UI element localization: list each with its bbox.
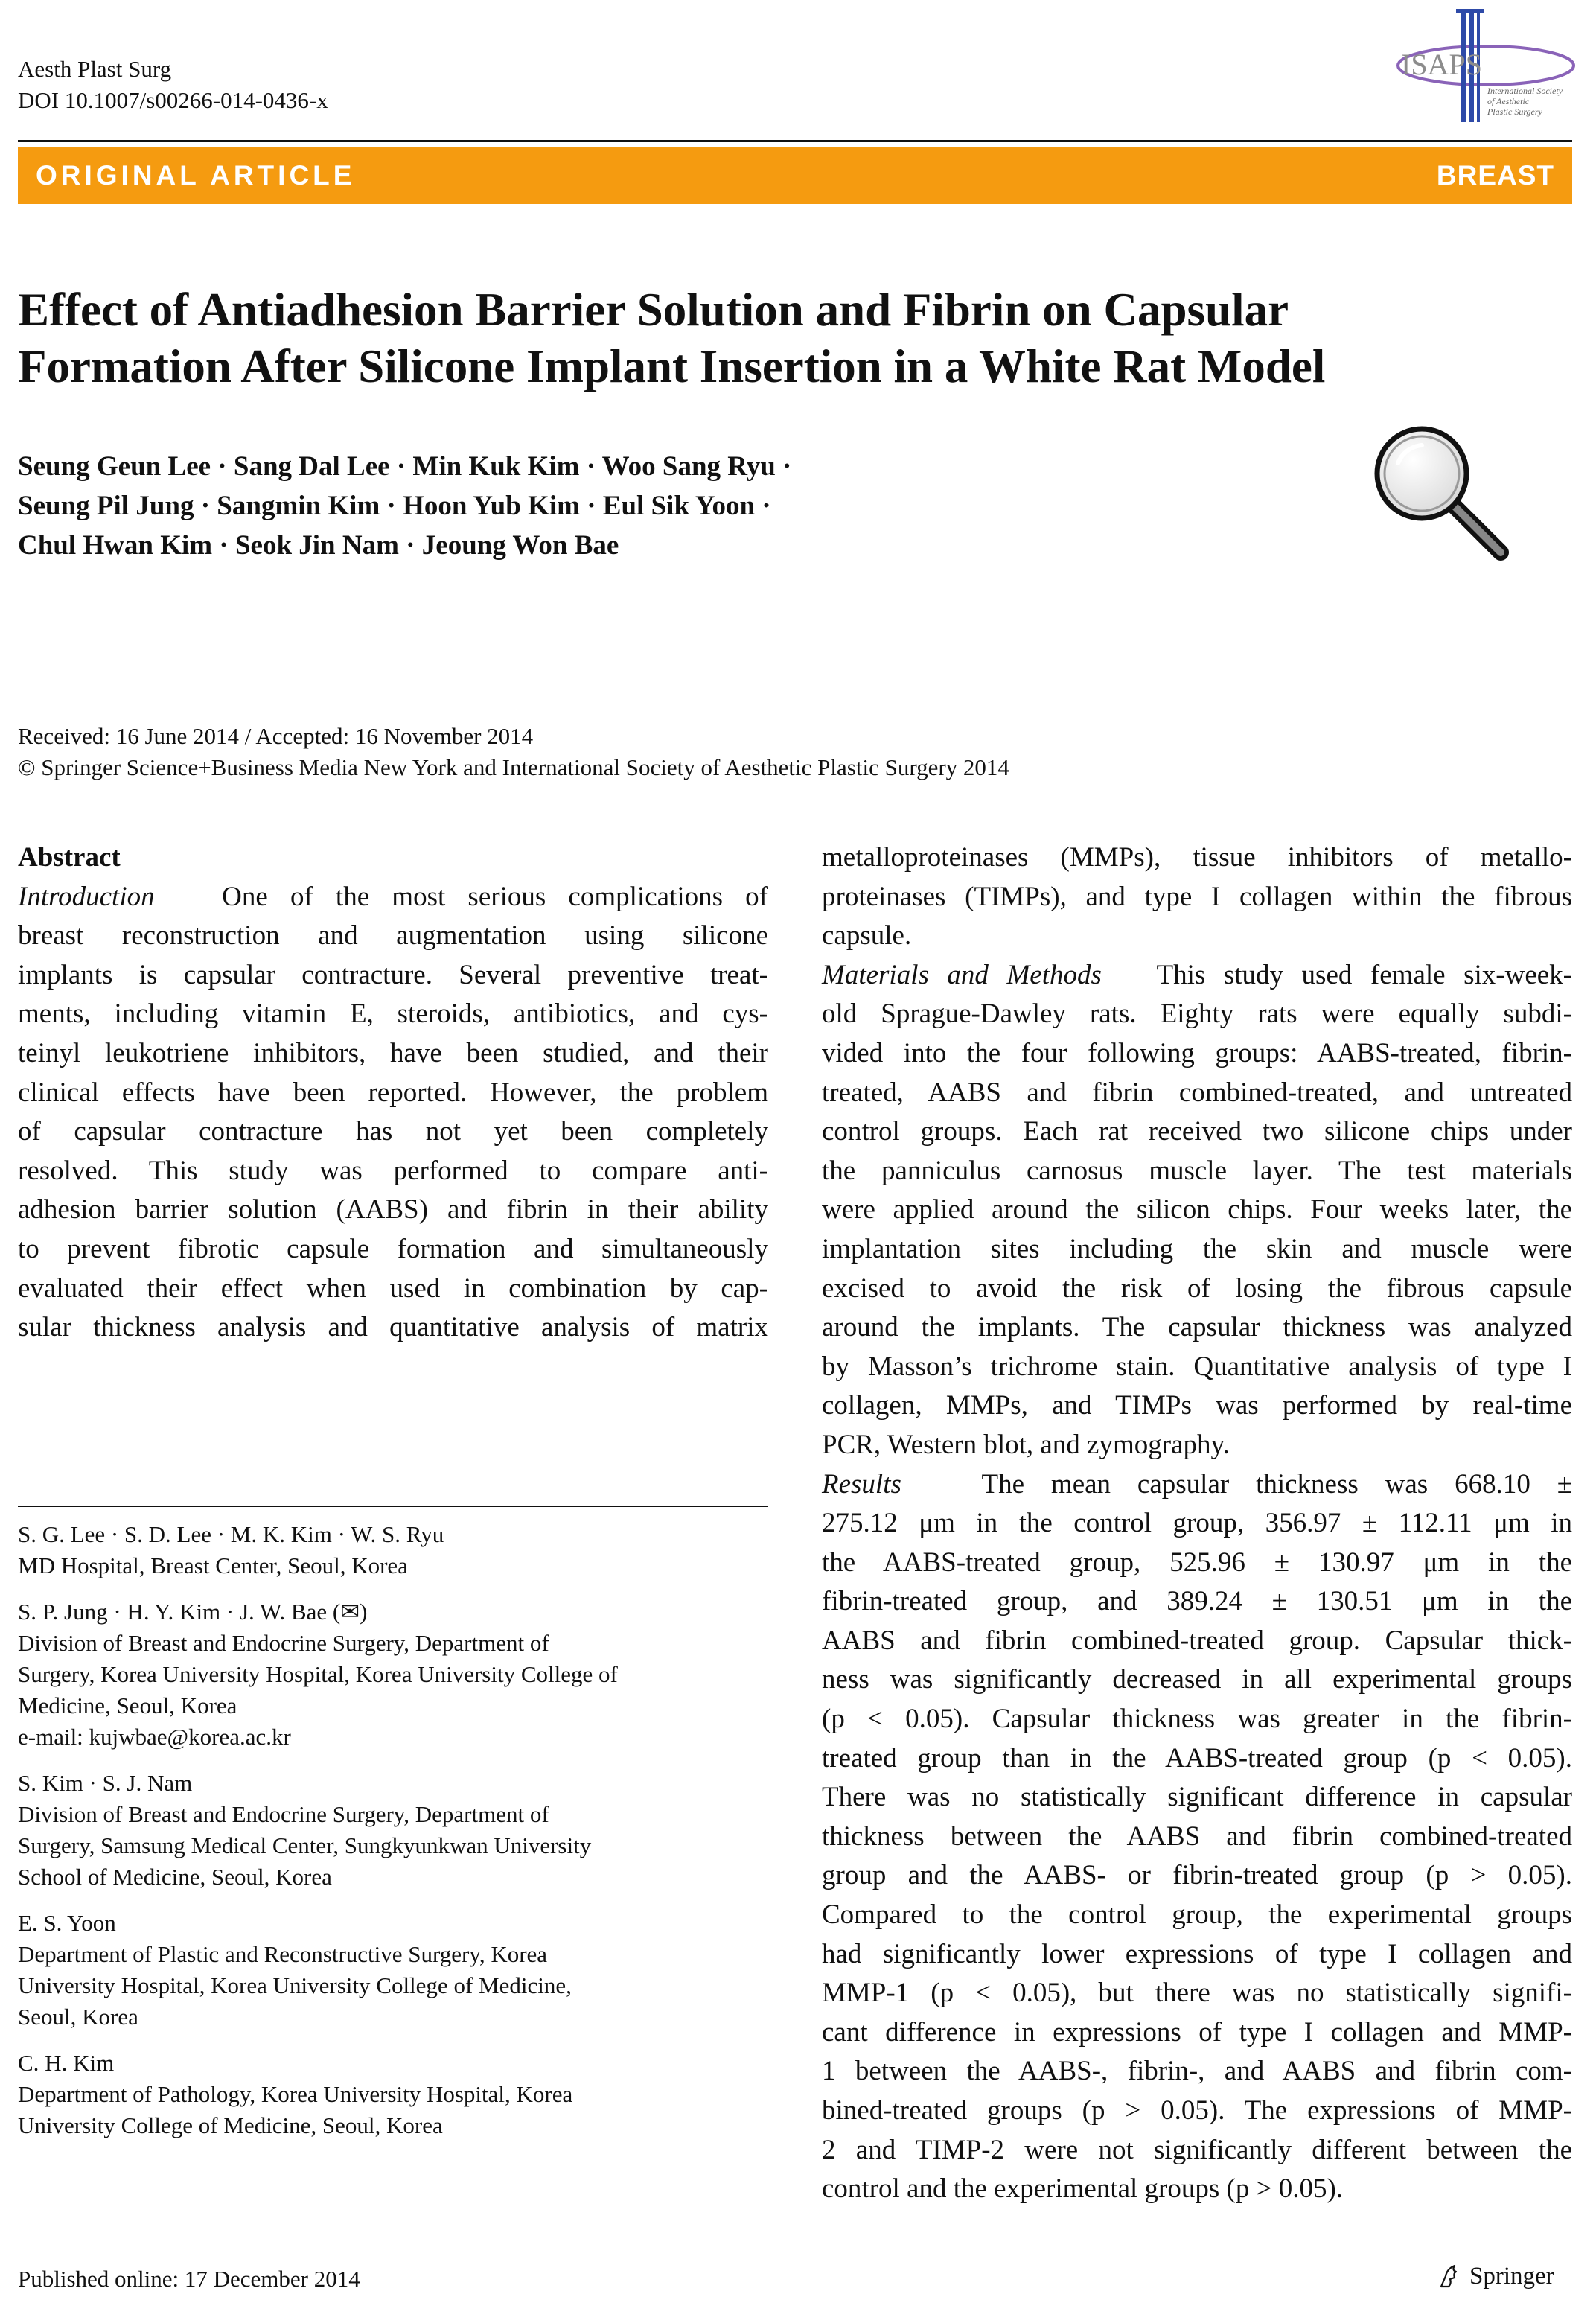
article-dates (18, 721, 1009, 783)
article-title: Effect of Antiadhesion Barrier Solution and Fibrin on Capsular Formation After Silicone Implant Insertion in a White Rat Model (18, 284, 1326, 392)
journal-name: Aesth Plast Surg (18, 56, 172, 82)
abstract-line: proteinases (TIMPs), and type I collagen within the fibrous (822, 881, 1572, 912)
header-rule (18, 140, 1572, 142)
results-label: Results (822, 1468, 901, 1500)
abstract-line: 1 between the AABS-, fibrin-, and AABS and fibrin com- (822, 2056, 1572, 2087)
article-type-label: ORIGINAL ARTICLE (36, 160, 356, 191)
abstract-line: were applied around the silicon chips. Four weeks later, the (822, 1194, 1572, 1226)
abstract-line: by Masson’s trichrome stain. Quantitative analysis of type I (822, 1351, 1572, 1382)
abstract-left-column (18, 838, 768, 1348)
abstract-line: 2 and TIMP-2 were not significantly different between the (822, 2134, 1572, 2165)
abstract-line: implantation sites including the skin and muscle were (822, 1233, 1572, 1264)
abstract-line: treated, AABS and fibrin combined-treated, and untreated (822, 1077, 1572, 1108)
svg-text:International Society: International Society (1487, 86, 1563, 96)
affiliations (18, 1519, 768, 2156)
abstract-line: ments, including vitamin E, steroids, antibiotics, and cys- (18, 998, 768, 1030)
affiliation-group: S. Kim · S. J. Nam Division of Breast and Endocrine Surgery, Department of Surgery, Samsung Medical Center, Sungkyunkwan University School of Medicine, Seoul, Korea (18, 1770, 592, 1890)
abstract-line: thickness between the AABS and fibrin combined-treated (822, 1820, 1572, 1852)
abstract-right-column (822, 838, 1572, 2209)
abstract-heading: Abstract (18, 842, 121, 873)
abstract-line: adhesion barrier solution (AABS) and fibrin in their ability (18, 1194, 768, 1226)
abstract-line: MMP-1 (p < 0.05), but there was no statistically signifi- (822, 1978, 1572, 2009)
corresponding-email[interactable]: e-mail: kujwbae@korea.ac.kr (18, 1724, 291, 1750)
abstract-line: (p < 0.05). Capsular thickness was greater in the fibrin- (822, 1704, 1572, 1735)
abstract-line: ness was significantly decreased in all experimental groups (822, 1664, 1572, 1695)
abstract-line: of capsular contracture has not yet been completely (18, 1116, 768, 1147)
journal-header (18, 54, 328, 116)
abstract-line: group and the AABS- or fibrin-treated group (p > 0.05). (822, 1860, 1572, 1891)
methods-label: Materials and Methods (822, 959, 1102, 990)
abstract-line: There was no statistically significant difference in capsular (822, 1782, 1572, 1813)
abstract-line: sular thickness analysis and quantitative analysis of matrix (18, 1312, 768, 1343)
author-list: Seung Geun Lee · Sang Dal Lee · Min Kuk Kim · Woo Sang Ryu · Seung Pil Jung · Sangmin Kim · Hoon Yub Kim · Eul Sik Yoon · Chul Hwan Kim · Seok Jin Nam · Jeoung Won Bae (18, 451, 792, 561)
abstract-line: old Sprague-Dawley rats. Eighty rats were equally subdi- (822, 998, 1572, 1030)
abstract-line: cant difference in expressions of type I collagen and MMP- (822, 2016, 1572, 2048)
abstract-line: vided into the four following groups: AABS-treated, fibrin- (822, 1037, 1572, 1068)
abstract-line: PCR, Western blot, and zymography. (822, 1429, 1230, 1460)
abstract-line: around the implants. The capsular thickness was analyzed (822, 1312, 1572, 1343)
abstract-line: 275.12 μm in the control group, 356.97 ± 112.11 μm in (822, 1508, 1572, 1539)
copyright-line: © Springer Science+Business Media New York and International Society of Aesthetic Plastic Surgery 2014 (18, 754, 1009, 780)
abstract-line: resolved. This study was performed to compare anti- (18, 1155, 768, 1186)
abstract-line: had significantly lower expressions of type I collagen and (822, 1938, 1572, 1969)
svg-text:Plastic Surgery: Plastic Surgery (1487, 106, 1542, 117)
affiliation-group: S. P. Jung · H. Y. Kim · J. W. Bae (✉) Division of Breast and Endocrine Surgery, Department of Surgery, Korea University Hospital, Korea University College of Medicine, Seoul, Korea e-mail: kujwbae@korea.ac.kr (18, 1596, 768, 1753)
springer-mark (1435, 2258, 1554, 2295)
affiliation-group: S. G. Lee · S. D. Lee · M. K. Kim · W. S. Ryu MD Hospital, Breast Center, Seoul, Korea (18, 1521, 444, 1578)
abstract-line: breast reconstruction and augmentation using silicone (18, 920, 768, 952)
section-label: BREAST (1436, 160, 1554, 191)
abstract-line: the AABS-treated group, 525.96 ± 130.97 μm in the (822, 1546, 1572, 1578)
isaps-logo (1389, 6, 1577, 125)
abstract-line: Materials and Methods This study used female six-week- (822, 959, 1572, 990)
introduction-label: Introduction (18, 881, 155, 912)
doi: DOI 10.1007/s00266-014-0436-x (18, 87, 328, 113)
published-online: Published online: 17 December 2014 (18, 2266, 360, 2292)
affiliation-group: C. H. Kim Department of Pathology, Korea University Hospital, Korea University College of Medicine, Seoul, Korea (18, 2050, 573, 2138)
publisher-name: Springer (1469, 2263, 1554, 2290)
springer-horse-icon (1435, 2261, 1465, 2291)
abstract-line: the panniculus carnosus muscle layer. The test materials (822, 1155, 1572, 1186)
abstract-line: treated group than in the AABS-treated group (p < 0.05). (822, 1742, 1572, 1774)
affiliation-rule (18, 1506, 768, 1507)
abstract-line: control groups. Each rat received two silicone chips under (822, 1116, 1572, 1147)
abstract-line: Introduction One of the most serious complications of (18, 881, 768, 912)
abstract-line: control and the experimental groups (p > 0.05). (822, 2173, 1344, 2205)
abstract-line: excised to avoid the risk of losing the fibrous capsule (822, 1272, 1572, 1304)
abstract-line: clinical effects have been reported. However, the problem (18, 1077, 768, 1108)
abstract-line: to prevent fibrotic capsule formation and simultaneously (18, 1233, 768, 1264)
abstract-line: evaluated their effect when used in combination by cap- (18, 1272, 768, 1304)
abstract-line: metalloproteinases (MMPs), tissue inhibitors of metallo- (822, 842, 1572, 873)
received-accepted: Received: 16 June 2014 / Accepted: 16 November 2014 (18, 723, 534, 749)
abstract-line: Results The mean capsular thickness was 668.10 ± (822, 1468, 1573, 1500)
abstract-line: Compared to the control group, the experimental groups (822, 1899, 1572, 1931)
article-type-banner (18, 147, 1572, 204)
abstract-line: bined-treated groups (p > 0.05). The expressions of MMP- (822, 2095, 1572, 2126)
crossmark-magnifier-icon[interactable] (1370, 421, 1511, 563)
svg-text:of Aesthetic: of Aesthetic (1487, 96, 1530, 106)
abstract-line: fibrin-treated group, and 389.24 ± 130.51 μm in the (822, 1586, 1572, 1617)
abstract-line: AABS and fibrin combined-treated group. Capsular thick- (822, 1625, 1572, 1656)
abstract-line: capsule. (822, 920, 912, 952)
abstract-line: collagen, MMPs, and TIMPs was performed by real-time (822, 1390, 1572, 1421)
abstract-line: teinyl leukotriene inhibitors, have been studied, and their (18, 1037, 768, 1068)
logo-text: ISAPS (1401, 48, 1482, 81)
abstract-line: implants is capsular contracture. Several preventive treat- (18, 959, 768, 990)
affiliation-group: E. S. Yoon Department of Plastic and Reconstructive Surgery, Korea University Hospital, Korea University College of Medicine, Seoul, Korea (18, 1910, 572, 2030)
